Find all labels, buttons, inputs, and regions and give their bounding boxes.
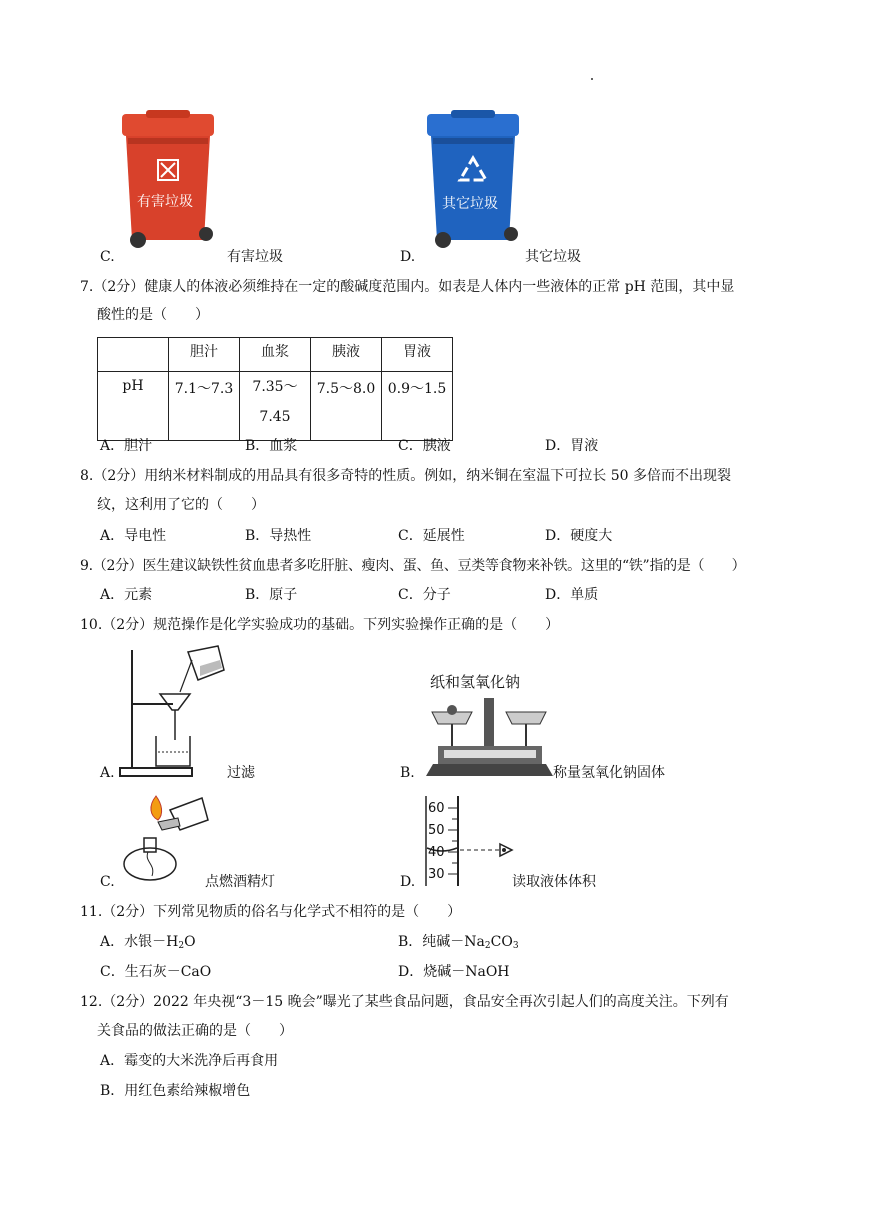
- q9-option-b[interactable]: B．原子: [245, 587, 298, 603]
- q11-b-subscript1: 2: [484, 941, 491, 951]
- q11-a-subscript: 2: [178, 941, 185, 951]
- cylinder-tick-40: 40: [428, 845, 445, 860]
- q7-stem-line2: 酸性的是（ ）: [97, 307, 209, 323]
- table-header-cell: 胰液: [311, 338, 382, 372]
- q10-b-label: B.: [400, 765, 415, 781]
- table-cell: [240, 372, 311, 441]
- filtration-apparatus-icon: [118, 640, 228, 780]
- q11-stem: 11.（2分）下列常见物质的俗名与化学式不相符的是（ ）: [80, 904, 462, 920]
- q11-b-text: B．纯碱－Na: [398, 934, 485, 950]
- ph-table: [97, 337, 453, 441]
- q6-d-label: D.: [400, 249, 416, 265]
- table-header-cell: 血浆: [240, 338, 311, 372]
- q11-a-text: A．水银－H: [100, 934, 179, 950]
- page-mark: [591, 78, 593, 80]
- cylinder-tick-50: 50: [428, 823, 445, 838]
- q10-a-text: 过滤: [227, 765, 255, 781]
- q8-stem-line1: 8.（2分）用纳米材料制成的用品具有很多奇特的性质。例如，纳米铜在室温下可拉长 50 多倍而不出现裂: [80, 468, 731, 484]
- q11-option-a[interactable]: [100, 932, 196, 956]
- table-header-cell: [98, 338, 169, 372]
- q7-option-d[interactable]: D．胃液: [545, 438, 599, 454]
- q10-b-text: 称量氢氧化钠固体: [553, 765, 665, 781]
- q8-option-d[interactable]: D．硬度大: [545, 528, 613, 544]
- q9-option-d[interactable]: D．单质: [545, 587, 599, 603]
- q12-option-b[interactable]: B．用红色素给辣椒增色: [100, 1083, 251, 1099]
- table-cell-line1: 7.35～: [252, 379, 298, 395]
- q11-option-c[interactable]: C．生石灰－CaO: [100, 964, 212, 980]
- q8-option-b[interactable]: B．导热性: [245, 528, 312, 544]
- q9-stem: 9.（2分）医生建议缺铁性贫血患者多吃肝脏、瘦肉、蛋、鱼、豆类等食物来补铁。这里的“铁”指的是（ ）: [80, 558, 746, 574]
- balance-caption: 纸和氢氧化钠: [430, 673, 521, 691]
- q10-c-label: C.: [100, 874, 115, 890]
- q11-option-d[interactable]: D．烧碱－NaOH: [398, 964, 510, 980]
- q10-stem: 10.（2分）规范操作是化学实验成功的基础。下列实验操作正确的是（ ）: [80, 617, 560, 633]
- q11-option-b[interactable]: [398, 932, 519, 956]
- q9-option-a[interactable]: A．元素: [100, 587, 153, 603]
- q12-stem-line2: 关食品的做法正确的是（ ）: [97, 1023, 293, 1039]
- table-row-label: pH: [98, 372, 169, 441]
- table-header-row: [98, 338, 453, 372]
- q7-option-b[interactable]: B．血浆: [245, 438, 298, 454]
- q6-d-text: 其它垃圾: [525, 249, 581, 265]
- table-cell: 7.1～7.3: [169, 372, 240, 441]
- blue-trash-bin-icon: [423, 110, 523, 250]
- cylinder-tick-30: 30: [428, 867, 445, 882]
- q10-d-label: D.: [400, 874, 416, 890]
- q12-stem-line1: 12.（2分）2022 年央视“3－15 晚会”曝光了某些食品问题，食品安全再次引起人们的高度关注。下列有: [80, 994, 729, 1010]
- q7-stem-line1: 7.（2分）健康人的体液必须维持在一定的酸碱度范围内。如表是人体内一些液体的正常 pH 范围，其中显: [80, 279, 735, 295]
- q10-d-text: 读取液体体积: [512, 874, 596, 890]
- q10-c-text: 点燃酒精灯: [205, 874, 275, 890]
- q12-option-a[interactable]: A．霉变的大米洗净后再食用: [100, 1053, 279, 1069]
- alcohol-lamp-icon: [118, 792, 213, 887]
- q11-a-tail: O: [184, 934, 196, 950]
- q11-b-subscript2: 3: [512, 941, 519, 951]
- q11-b-mid: CO: [490, 934, 513, 950]
- table-cell: 7.5～8.0: [311, 372, 382, 441]
- table-header-cell: 胃液: [382, 338, 453, 372]
- q9-option-c[interactable]: C．分子: [398, 587, 451, 603]
- red-bin-label: 有害垃圾: [137, 194, 193, 210]
- red-trash-bin-icon: [118, 110, 218, 250]
- q8-option-c[interactable]: C．延展性: [398, 528, 465, 544]
- table-row: [98, 372, 453, 441]
- table-header-cell: 胆汁: [169, 338, 240, 372]
- q7-option-c[interactable]: C．胰液: [398, 438, 451, 454]
- balance-scale-icon: [422, 690, 557, 780]
- q7-option-a[interactable]: A．胆汁: [100, 438, 153, 454]
- table-cell-line2: 7.45: [259, 409, 291, 425]
- q10-a-label: A.: [100, 765, 115, 781]
- q8-stem-line2: 纹，这利用了它的（ ）: [97, 497, 265, 513]
- q6-c-text: 有害垃圾: [227, 249, 283, 265]
- q6-c-label: C.: [100, 249, 115, 265]
- table-cell: 0.9～1.5: [382, 372, 453, 441]
- q8-option-a[interactable]: A．导电性: [100, 528, 167, 544]
- cylinder-tick-60: 60: [428, 801, 445, 816]
- blue-bin-label: 其它垃圾: [442, 196, 498, 212]
